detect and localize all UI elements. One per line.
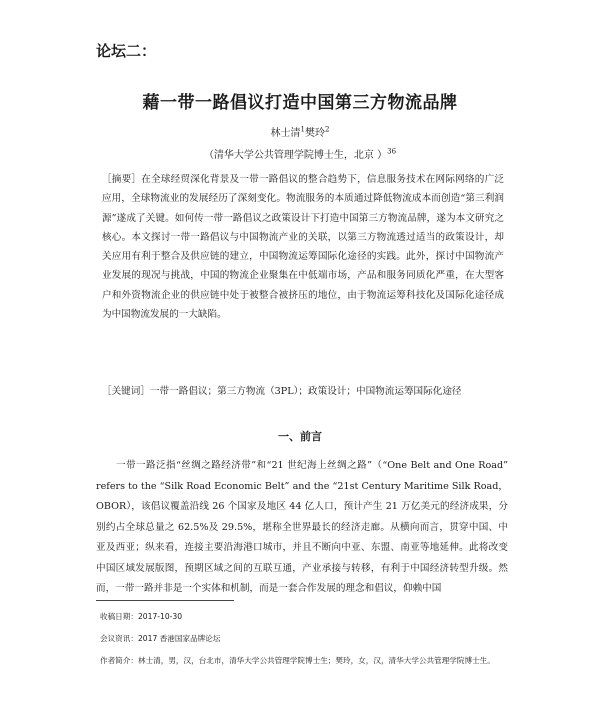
forum-label: 论坛二： [96, 42, 157, 60]
section-heading: 一、前言 [278, 430, 322, 443]
footnote-received: 收稿日期：2017-10-30 [100, 612, 183, 621]
abstract-block [102, 170, 504, 324]
footnote-author-bio: 作者简介：林士清，男，汉，台北市，清华大学公共管理学院博士生；樊玲，女，汉，清华大学公共管理学院博士生。 [100, 656, 495, 665]
abstract-label: ［摘要］ [102, 174, 142, 185]
affiliation-text: （清华大学公共管理学院博士生，北京 ） [203, 150, 388, 161]
author-2-sup: 2 [325, 125, 330, 134]
keywords-label: ［关键词］ [102, 386, 150, 397]
paper-title: 藉一带一路倡议打造中国第三方物流品牌 [142, 93, 458, 113]
author-2-name: 樊玲 [305, 128, 325, 139]
footnote-divider [96, 600, 234, 601]
abstract-text: 在全球经贸深化背景及一带一路倡议的整合趋势下，信息服务技术在网际网络的广泛应用，全球物流业的发展经历了深刻变化。物流服务的本质通过降低物流成本而创造“第三利润源”遂成了关键。如何传一带一路倡议之政策设计下打造中国第三方物流品牌，遂为本文研究之核心。本文探讨一带一路倡议与中国物流产业的关联，以第三方物流透过适当的政策设计，却关应用有利于整合及供应链的建立，中国物流运筹国际化途径的实践。此外，探讨中国物流产业发展的现况与挑战，中国的物流企业聚集在中低端市场，产品和服务同质化严重，在大型客户和外资物流企业的供应链中处于被整合被挤压的地位，由于物流运筹科技化及国际化途径成为中国物流发展的一大缺陷。 [102, 174, 505, 321]
footnote-conference: 会议资讯：2017 香港国家品牌论坛 [100, 634, 221, 643]
keywords-text: 一带一路倡议；第三方物流（3PL）；政策设计；中国物流运筹国际化途径 [149, 386, 462, 397]
author-1-sup: 1 [300, 125, 305, 134]
author-1-name: 林士清 [270, 128, 301, 139]
affiliation-line [0, 146, 600, 161]
affiliation-sup: 36 [387, 147, 397, 156]
keywords-block [102, 382, 504, 401]
intro-paragraph: 一带一路泛指“丝绸之路经济带”和“21 世纪海上丝绸之路”（“One Belt and One Road” refers to the “Silk Road Economic Belt” and the “21st Century Maritime Silk Road，OBOR），该倡议覆盖沿线 26 个国家及地区 44 亿人口，预计产生 21 万亿美元的经济成果，分别约占全球总量之 62.5%及 29.5%，堪称全世界最长的经济走廊。从横向而言，贯穿中国、中亚及西亚；纵来看，连接主要沿海港口城市，并且不断向中亚、东盟、南亚等地延伸。此将改变中国区域发展版图，预期区域之间的互联互通，产业承接与转移，有利于中国经济转型升级。然而，一带一路并非是一个实体和机制，而是一套合作发展的理念和倡议，仰赖中国 [96, 460, 508, 594]
author-line [0, 124, 600, 139]
